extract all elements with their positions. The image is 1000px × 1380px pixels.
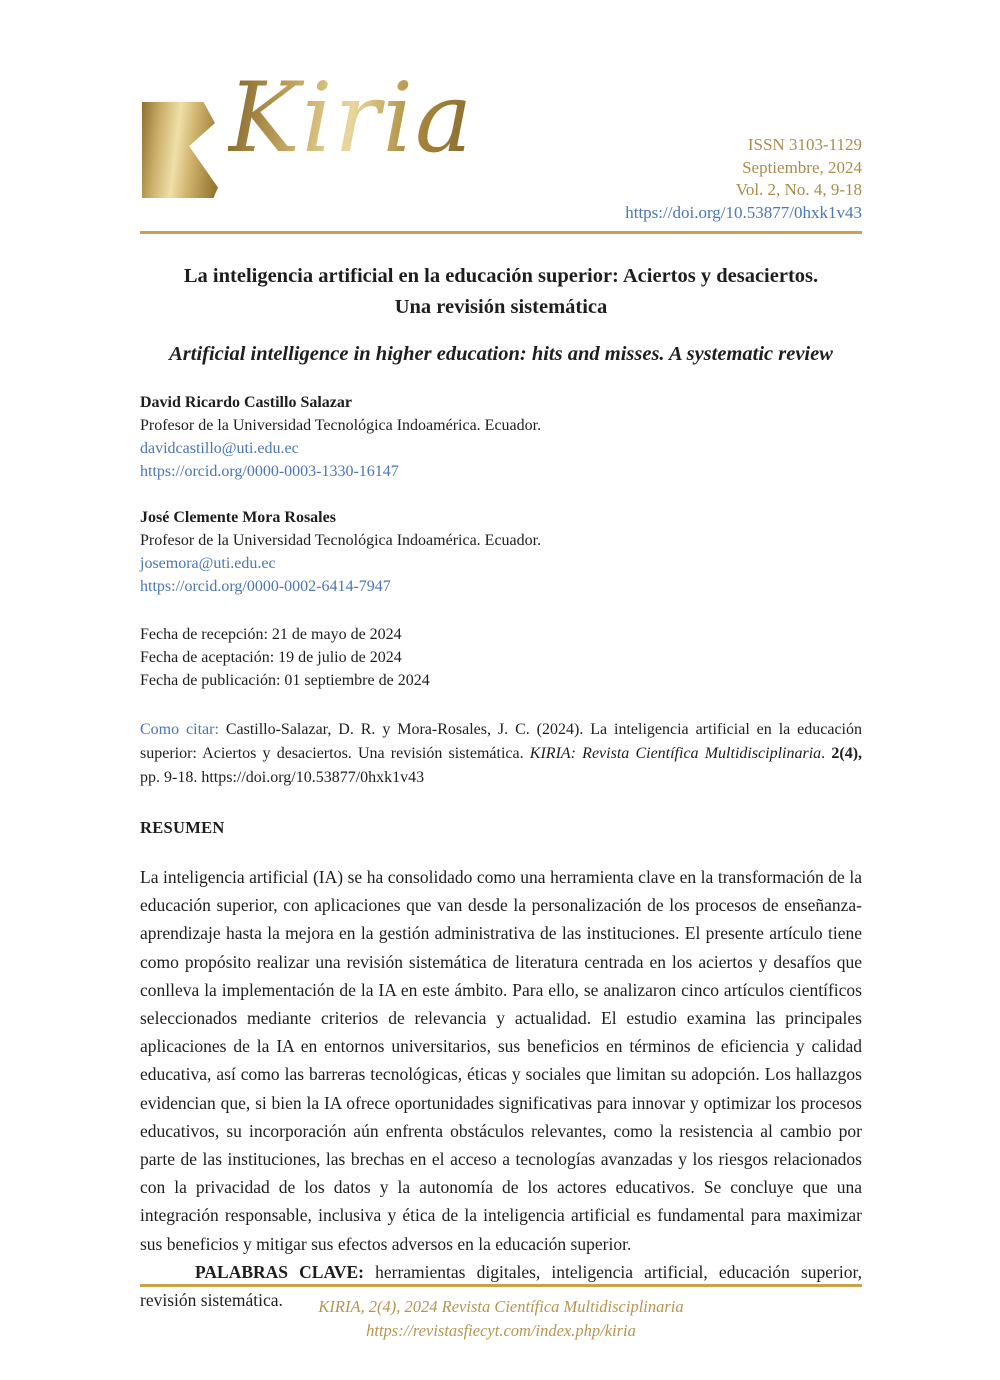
author-email-link[interactable]: davidcastillo@uti.edu.ec bbox=[140, 440, 299, 457]
authors-section bbox=[140, 391, 862, 598]
journal-url-link[interactable]: https://revistasfiecyt.com/index.php/kiria bbox=[366, 1321, 636, 1340]
kiria-logo bbox=[140, 62, 560, 226]
citation-label: Como citar: bbox=[140, 721, 219, 738]
kiria-logo-wordmark: Kiria bbox=[228, 62, 475, 174]
footer-journal-line: KIRIA, 2(4), 2024 Revista Científica Multidisciplinaria bbox=[318, 1297, 684, 1316]
journal-masthead bbox=[140, 62, 862, 226]
author-block bbox=[140, 391, 862, 483]
citation-block bbox=[140, 718, 862, 790]
author-affiliation: Profesor de la Universidad Tecnológica Indoamérica. Ecuador. bbox=[140, 417, 542, 434]
keywords-text: herramientas digitales, inteligencia artificial, educación superior, revisión sistemática. bbox=[140, 1261, 862, 1311]
footer-url-line bbox=[140, 1319, 862, 1343]
article-title-spanish: La inteligencia artificial en la educación superior: Aciertos y desaciertos. Una revisión sistemática bbox=[183, 265, 819, 318]
issue-info bbox=[625, 134, 862, 226]
volume-text: Vol. 2, No. 4, 9-18 bbox=[735, 180, 862, 199]
issn-text: ISSN 3103-1129 bbox=[747, 135, 862, 154]
author-block bbox=[140, 506, 862, 598]
doi-link[interactable]: https://doi.org/10.53877/0hxk1v43 bbox=[625, 202, 862, 222]
date-received: Fecha de recepción: 21 de mayo de 2024 bbox=[140, 626, 402, 643]
citation-journal-name: KIRIA: Revista Científica Multidisciplinaria bbox=[529, 745, 822, 762]
keywords-label: PALABRAS CLAVE: bbox=[195, 1261, 364, 1282]
abstract-heading: RESUMEN bbox=[140, 818, 225, 837]
abstract-paragraph: La inteligencia artificial (IA) se ha consolidado como una herramienta clave en la transformación de la educación superior, con aplicaciones que van desde la personalización de los procesos de enseñanza-aprendizaje hasta la mejora en la gestión administrativa de las instituciones. El presente artículo tiene como propósito realizar una revisión sistemática de literatura centrada en los aciertos y desafíos que conlleva la implementación de la IA en este ámbito. Para ello, se analizaron cinco artículos científicos seleccionados mediante criterios de relevancia y actualidad. El estudio examina las principales aplicaciones de la IA en entornos universitarios, sus beneficios en términos de eficiencia y calidad educativa, así como las barreras tecnológicas, éticas y sociales que limitan su adopción. Los hallazgos evidencian que, si bien la IA ofrece oportunidades significativas para innovar y optimizar los procesos educativos, su incorporación aún enfrenta obstáculos relevantes, como la resistencia al cambio por parte de las instituciones, las brechas en el acceso a tecnologías avanzadas y los riesgos relacionados con la privacidad de los datos y la autonomía de los actores educativos. Se concluye que una integración responsable, inclusiva y ética de la inteligencia artificial es fundamental para maximizar sus beneficios y mitigar sus efectos adversos en la educación superior. bbox=[140, 867, 862, 1254]
issue-date-text: Septiembre, 2024 bbox=[742, 157, 862, 177]
footer-divider bbox=[140, 1284, 862, 1287]
article-dates bbox=[140, 623, 862, 692]
article-title-english: Artificial intelligence in higher education: hits and misses. A systematic review bbox=[169, 343, 833, 365]
citation-pages-doi: pp. 9-18. https://doi.org/10.53877/0hxk1v43 bbox=[140, 769, 425, 786]
author-name: José Clemente Mora Rosales bbox=[140, 509, 336, 526]
citation-volume: 2(4), bbox=[831, 745, 863, 762]
kiria-ribbon-icon bbox=[142, 102, 218, 198]
date-published: Fecha de publicación: 01 septiembre de 2024 bbox=[140, 672, 430, 689]
author-orcid-link[interactable]: https://orcid.org/0000-0003-1330-16147 bbox=[140, 463, 399, 480]
citation-text: Castillo-Salazar, D. R. y Mora-Rosales, J. C. (2024). La inteligencia artificial en la educación superior: Aciertos y desaciertos. Una revisión sistemática. bbox=[140, 721, 863, 762]
journal-footer bbox=[140, 1279, 862, 1343]
author-name: David Ricardo Castillo Salazar bbox=[140, 394, 352, 411]
author-affiliation: Profesor de la Universidad Tecnológica Indoamérica. Ecuador. bbox=[140, 532, 542, 549]
author-email-link[interactable]: josemora@uti.edu.ec bbox=[140, 555, 276, 572]
header-divider bbox=[140, 231, 862, 234]
date-accepted: Fecha de aceptación: 19 de julio de 2024 bbox=[140, 649, 402, 666]
author-orcid-link[interactable]: https://orcid.org/0000-0002-6414-7947 bbox=[140, 578, 391, 595]
citation-separator: . bbox=[821, 745, 832, 762]
